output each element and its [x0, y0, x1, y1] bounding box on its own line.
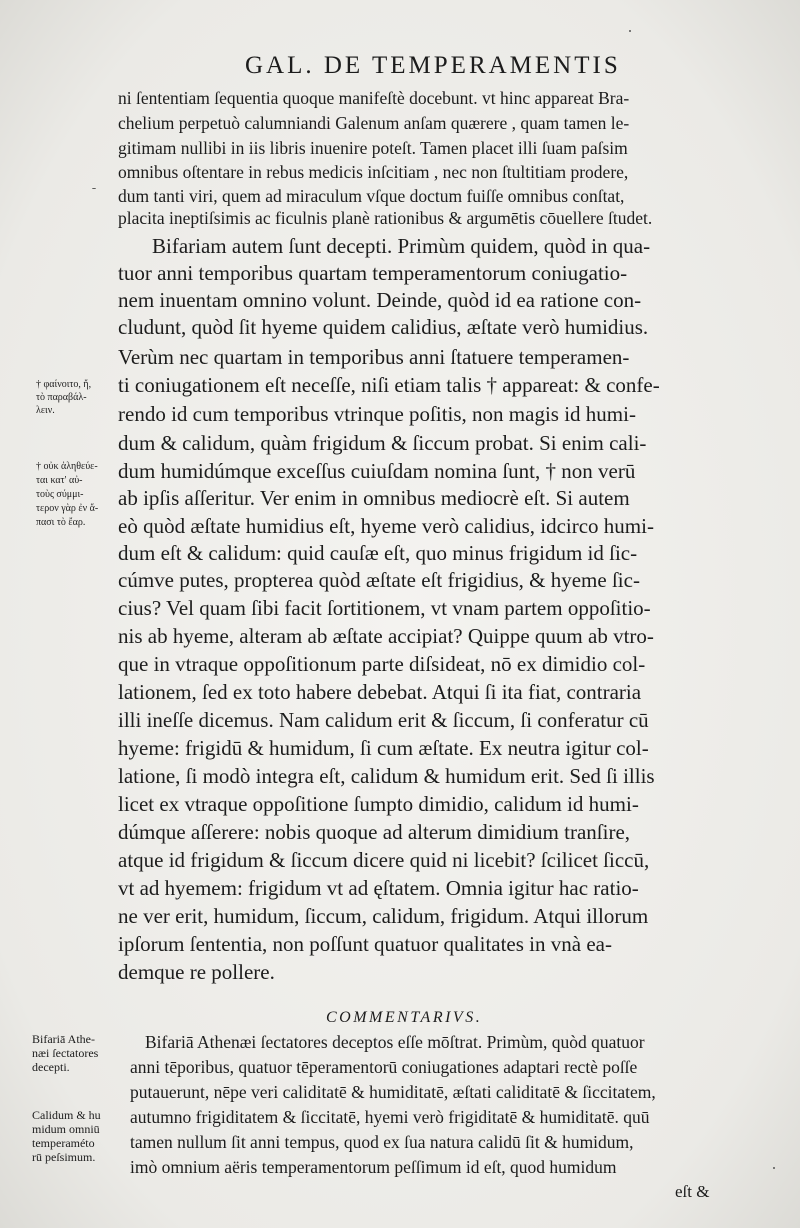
text-line: ti coniugationem eſt neceſſe, niſi etiam talis † appareat: & confe-: [118, 373, 660, 397]
text-line: Bifariam autem ſunt decepti. Primùm quidem, quòd in qua-: [152, 234, 651, 258]
preface-line: omnibus oſtentare in rebus medicis inſcitiam , nec non ſtultitiam prodere,: [118, 162, 629, 182]
preface-line: chelium perpetuò calumniandi Galenum anſam quærere , quam tamen le-: [118, 113, 630, 133]
commentary-line: Bifariā Athenæi ſectatores deceptos eſſe mōſtrat. Primùm, quòd quatuor: [145, 1032, 645, 1052]
greek-note-line: τοὺς σύμμι-: [36, 489, 84, 500]
preface-line: dum tanti viri, quem ad miraculum vſque doctum fuiſſe omnibus conſtat,: [118, 186, 625, 206]
text-line: dum eſt & calidum: quid cauſæ eſt, quo minus frigidum id ſic-: [118, 541, 638, 565]
side-note-line: næi ſectatores: [32, 1046, 99, 1060]
catchword: eſt &: [675, 1182, 710, 1201]
text-line: hyeme: frigidū & humidum, ſi cum æſtate. Ex neutra igitur col-: [118, 736, 649, 760]
greek-note-line: τὸ παραβάλ-: [36, 392, 87, 403]
running-title: GAL. DE TEMPERAMENTIS: [245, 52, 621, 79]
text-line: eò quòd æſtate humidius eſt, hyeme verò calidius, idcirco humi-: [118, 514, 654, 538]
commentary-line: anni tēporibus, quatuor tēperamentorū coniugationes adaptari rectè poſſe: [130, 1057, 638, 1077]
side-note-line: rū peſsimum.: [32, 1150, 96, 1164]
side-note-line: midum omniū: [32, 1122, 100, 1136]
paper-speck: [629, 30, 631, 32]
text-line: ab ipſis aſſeritur. Ver enim in omnibus mediocrè eſt. Si autem: [118, 486, 630, 510]
paper-speck: [92, 188, 96, 189]
text-line: ipſorum ſententia, non poſſunt quatuor qualitates in vnà ea-: [118, 932, 612, 956]
side-note: [32, 1032, 98, 1074]
commentary-line: imò omnium aëris temperamentorum peſſimum id eſt, quod humidum: [130, 1157, 617, 1177]
commentary-line: putauerunt, nēpe veri caliditatē & humiditatē, æſtati caliditatē & ſiccitatem,: [130, 1082, 656, 1102]
text-line: lationem, ſed ex toto habere debebat. Atqui ſi ita fiat, contraria: [118, 680, 642, 704]
text-line: dúmque aſſerere: nobis quoque ad alterum dimidium tranſire,: [118, 820, 631, 844]
preface-line: ni ſententiam ſequentia quoque manifeſtè docebunt. vt hinc appareat Bra-: [118, 88, 630, 108]
side-note-line: Calidum & hu: [32, 1108, 101, 1122]
text-line: vt ad hyemem: frigidum vt ad ęſtatem. Omnia igitur hac ratio-: [118, 876, 639, 900]
side-note: [32, 1108, 101, 1164]
greek-note-line: † φαίνοιτο, ἤ,: [36, 379, 92, 390]
text-line: ne ver erit, humidum, ſiccum, calidum, frigidum. Atqui illorum: [118, 904, 649, 928]
greek-marginal-note: [36, 378, 91, 417]
side-note-line: decepti.: [32, 1060, 70, 1074]
paper-speck: [773, 1167, 775, 1169]
text-line: cludunt, quòd ſit hyeme quidem calidius, æſtate verò humidius.: [118, 315, 649, 339]
text-line: que in vtraque oppoſitionum parte diſsideat, nō ex dimidio col-: [118, 652, 646, 676]
text-line: tuor anni temporibus quartam temperamentorum coniugatio-: [118, 261, 628, 285]
text-line: Verùm nec quartam in temporibus anni ſtatuere temperamen-: [118, 345, 630, 369]
text-line: dum humidúmque exceſſus cuiuſdam nomina ſunt, † non verū: [118, 459, 636, 483]
commentary-title: COMMENTARIVS.: [326, 1009, 483, 1026]
greek-note-line: † οὐκ ἀληθεύε-: [36, 461, 98, 472]
text-line: cúmve putes, propterea quòd æſtate eſt frigidius, & hyeme ſic-: [118, 568, 640, 592]
text-line: atque id frigidum & ſiccum dicere quid ni licebit? ſcilicet ſiccū,: [118, 848, 650, 872]
commentary-line: tamen nullum ſit anni tempus, quod ex ſua natura calidū ſit & humidum,: [130, 1132, 634, 1152]
text-line: rendo id cum temporibus vtrinque poſitis, non magis id humi-: [118, 402, 636, 426]
greek-note-line: λειν.: [36, 405, 55, 416]
preface-line: placita ineptiſsimis ac ficulnis planè rationibus & argumētis cōuellere ſtudet.: [118, 208, 653, 228]
text-line: demque re pollere.: [118, 960, 275, 984]
side-note-line: temperaméto: [32, 1136, 95, 1150]
text-line: nem inuentam omnino volunt. Deinde, quòd id ea ratione con-: [118, 288, 642, 312]
greek-note-line: πασι τὸ ἔαρ.: [36, 517, 86, 528]
text-line: licet ex vtraque oppoſitione ſumpto dimidio, calidum id humi-: [118, 792, 639, 816]
text-line: cius? Vel quam ſibi facit ſortitionem, vt vnam partem oppoſitio-: [118, 596, 651, 620]
side-note-line: Bifariā Athe-: [32, 1032, 95, 1046]
preface-line: gitimam nullibi in iis libris inuenire poteſt. Tamen placet illi ſuam paſsim: [118, 138, 628, 158]
greek-marginal-note: [36, 460, 98, 530]
greek-note-line: τερον γὰρ ἐν ἅ-: [36, 503, 99, 514]
text-line: nis ab hyeme, alteram ab æſtate accipiat? Quippe quum ab vtro-: [118, 624, 654, 648]
greek-note-line: ται κατ' αὐ-: [36, 475, 83, 486]
text-line: dum & calidum, quàm frigidum & ſiccum probat. Si enim cali-: [118, 431, 647, 455]
commentary-line: autumno frigiditatem & ſiccitatē, hyemi verò frigiditatē & humiditatē. quū: [130, 1107, 650, 1127]
text-line: illi ineſſe dicemus. Nam calidum erit & ſiccum, ſi conferatur cū: [118, 708, 649, 732]
text-line: latione, ſi modò integra eſt, calidum & humidum erit. Sed ſi illis: [118, 764, 655, 788]
